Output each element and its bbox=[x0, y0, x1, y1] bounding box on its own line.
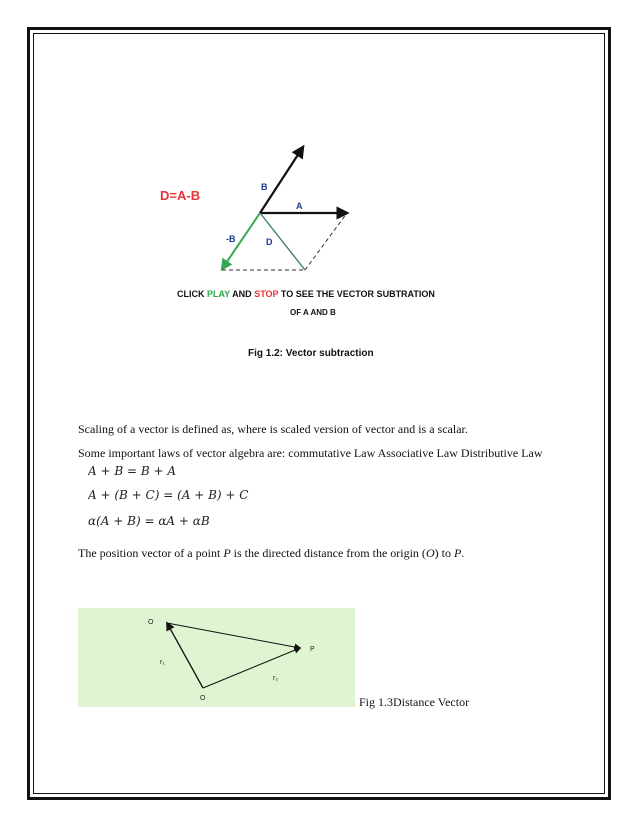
associative-law: A + (B + C) = (A + B) + C bbox=[88, 488, 249, 502]
figure-distance-vector bbox=[78, 608, 355, 707]
figure-1-3-caption: Fig 1.3Distance Vector bbox=[359, 695, 470, 709]
origin-to-top-arrow bbox=[167, 623, 203, 688]
figure-1-2-caption: Fig 1.2: Vector subtraction bbox=[248, 348, 374, 359]
label-neg-b: -B bbox=[226, 234, 236, 244]
dashed-parallelogram-bottom bbox=[305, 213, 347, 270]
equation-label: D=A-B bbox=[160, 188, 201, 203]
position-vector-paragraph: The position vector of a point P is the directed distance from the origin (O) to P. bbox=[78, 546, 465, 560]
scaling-paragraph: Scaling of a vector is defined as, where is scaled version of vector and is a scalar. bbox=[78, 422, 468, 436]
label-p: P bbox=[310, 646, 315, 653]
label-origin: O bbox=[200, 695, 206, 702]
origin-to-p-arrow bbox=[203, 648, 300, 688]
vector-laws-equations bbox=[88, 463, 288, 535]
label-a: A bbox=[296, 201, 303, 211]
instruction-line-2: OF A AND B bbox=[290, 308, 336, 317]
laws-paragraph: Some important laws of vector algebra are: commutative Law Associative Law Distributive Law bbox=[78, 446, 543, 460]
label-r1: r₁ bbox=[160, 659, 165, 666]
instruction-line-1: CLICK PLAY AND STOP TO SEE THE VECTOR SUBTRATION bbox=[177, 289, 435, 299]
label-b: B bbox=[261, 182, 268, 192]
distributive-law: α(A + B) = αA + αB bbox=[88, 514, 210, 528]
figure-vector-subtraction bbox=[160, 130, 460, 365]
label-r2: r₂ bbox=[273, 675, 279, 682]
label-top-point: O bbox=[148, 619, 154, 626]
label-d: D bbox=[266, 237, 273, 247]
top-to-p-arrow bbox=[167, 623, 300, 648]
commutative-law: A + B = B + A bbox=[88, 464, 177, 478]
